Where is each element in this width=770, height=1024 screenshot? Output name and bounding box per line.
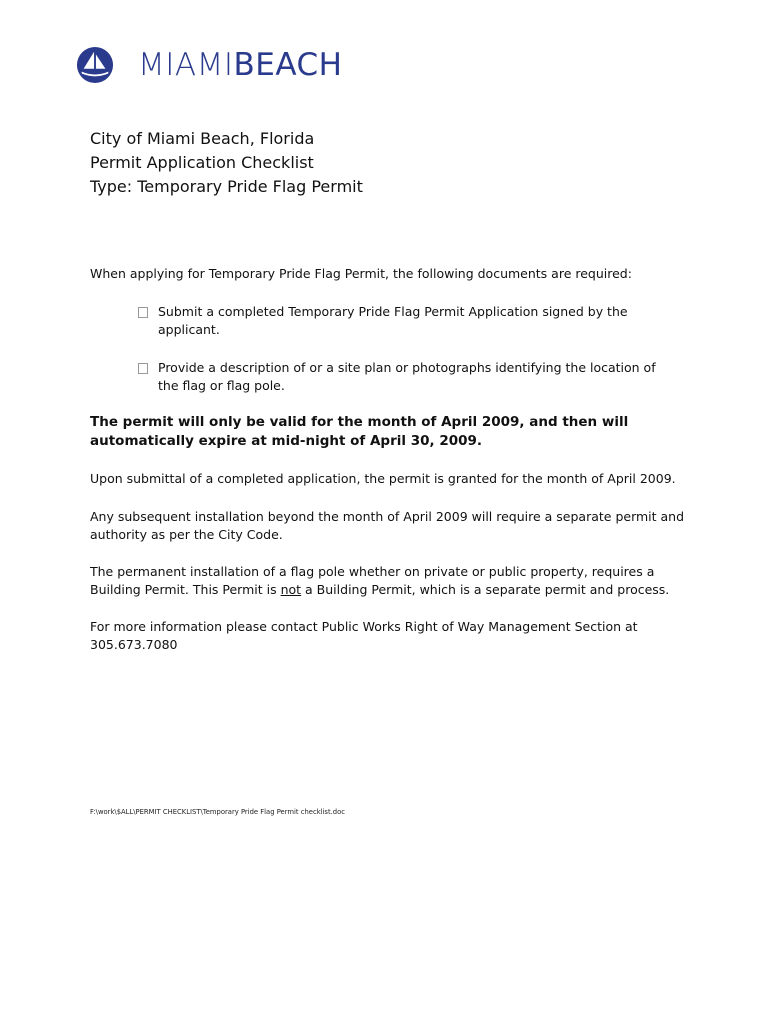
checkbox-icon (138, 307, 148, 318)
paragraph-contact-info: For more information please contact Public Works Right of Way Management Section at 305.673.7080 (90, 619, 638, 652)
paragraph-subsequent-installation: Any subsequent installation beyond the month of April 2009 will require a separate permit and authority as per the City Code. (90, 509, 685, 542)
paragraph-building-permit-part2: a Building Permit, which is a separate permit and process. (301, 582, 670, 597)
miami-beach-logo (76, 44, 342, 86)
file-path-footer: F:\work\$ALL\PERMIT CHECKLIST\Temporary Pride Flag Permit checklist.doc (90, 808, 346, 816)
requirements-list (138, 303, 668, 415)
requirement-item (138, 303, 668, 339)
logo-text-miami: MIAMI (138, 46, 234, 83)
requirement-text: Submit a completed Temporary Pride Flag Permit Application signed by the applicant. (158, 304, 628, 337)
document-heading (90, 127, 363, 199)
requirement-item (138, 359, 668, 395)
paragraph-building-permit (90, 563, 690, 599)
requirement-text: Provide a description of or a site plan or photographs identifying the location of the flag or flag pole. (158, 360, 656, 393)
intro-text: When applying for Temporary Pride Flag Permit, the following documents are required: (90, 266, 632, 281)
paragraph-permit-granted: Upon submittal of a completed application, the permit is granted for the month of April 2009. (90, 471, 676, 486)
heading-permit-type: Type: Temporary Pride Flag Permit (90, 177, 363, 196)
heading-checklist-title: Permit Application Checklist (90, 153, 314, 172)
heading-city: City of Miami Beach, Florida (90, 129, 315, 148)
underlined-not: not (280, 582, 302, 597)
checkbox-icon (138, 363, 148, 374)
logo-wordmark (138, 46, 343, 83)
logo-text-beach: BEACH (233, 46, 343, 83)
paragraph-building-permit-part1: The permanent installation of a flag pole whether on private or public property, requires a Building Permit. This Permit is (90, 564, 655, 597)
sailboat-circle-logo-icon (76, 46, 114, 84)
validity-notice: The permit will only be valid for the month of April 2009, and then will automatically expire at mid-night of April 30, 2009. (90, 414, 629, 449)
